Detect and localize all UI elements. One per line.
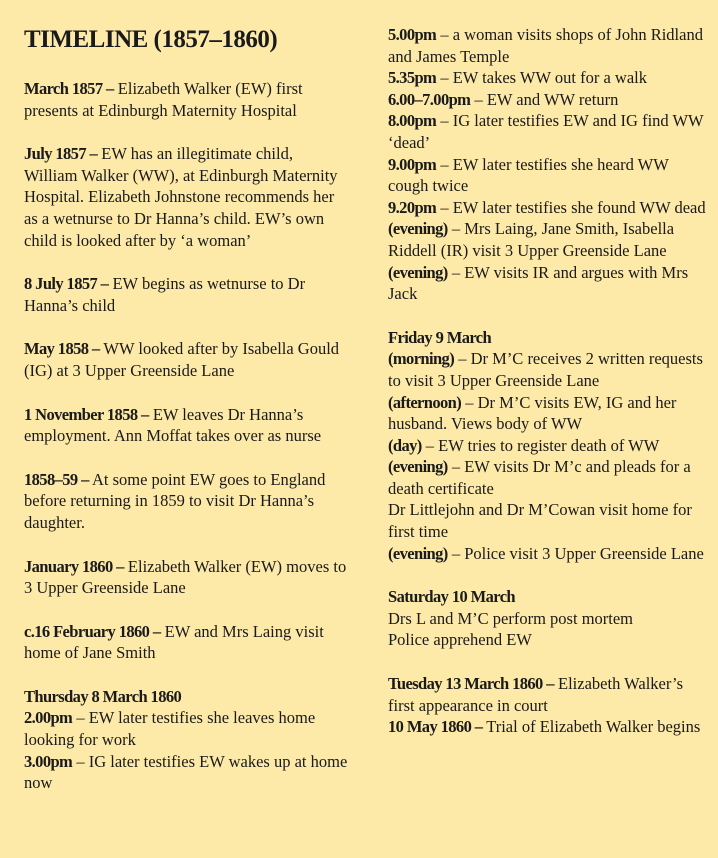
timeline-entry (24, 143, 350, 251)
entry-text: Elizabeth Walker (EW) first presents at Edinburgh Maternity Hospital (24, 79, 303, 120)
entry-text: – IG later testifies EW and IG find WW ‘dead’ (388, 111, 704, 152)
entry-text: – Dr M’C receives 2 written requests to visit 3 Upper Greenside Lane (388, 349, 703, 390)
entry-text: Elizabeth Walker (EW) moves to 3 Upper Greenside Lane (24, 556, 347, 598)
entry-text: EW begins as wetnurse to Dr Hanna’s child (24, 274, 306, 315)
entry-time: (day) (388, 435, 422, 455)
timeline-entry (388, 218, 708, 261)
entry-time: 3.00pm (24, 751, 73, 771)
entry-time: (evening) (388, 543, 448, 563)
timeline-entry: Drs L and M’C perform post mortem (388, 608, 634, 628)
entry-time: 5.00pm (388, 25, 437, 44)
timeline-entry (24, 338, 350, 381)
entry-time: 6.00–7.00pm (388, 89, 471, 109)
entry-time: 5.35pm (388, 68, 437, 88)
entry-text: EW leaves Dr Hanna’s employment. Ann Moffat takes over as nurse (24, 404, 322, 446)
entry-time: (evening) (388, 262, 448, 282)
timeline-entry (388, 154, 708, 197)
entry-text: – EW and WW return (470, 89, 619, 109)
timeline-entry (388, 499, 708, 542)
entry-text: – Dr M’C visits EW, IG and her husband. Views body of WW (388, 392, 677, 434)
timeline-entry (388, 716, 708, 738)
entry-text: EW and Mrs Laing visit home of Jane Smith (24, 621, 324, 663)
timeline-entry (388, 24, 708, 67)
entry-date: c.16 February 1860 – (24, 621, 161, 641)
timeline-entry (388, 435, 708, 457)
spacer (388, 651, 708, 673)
entry-text: Dr Littlejohn and Dr M’Cowan visit home for first time (388, 500, 692, 542)
entry-date: 1 November 1858 – (24, 404, 149, 424)
timeline-entry (24, 273, 350, 316)
entry-text: – EW later testifies she found WW dead (436, 197, 706, 217)
timeline-entry (388, 262, 708, 305)
entry-text: Trial of Elizabeth Walker begins (482, 717, 701, 737)
entry-text: – EW takes WW out for a walk (436, 68, 647, 88)
page-title: TIMELINE (1857–1860) (24, 26, 278, 53)
right-column (388, 24, 708, 738)
entry-text: At some point EW goes to England before returning in 1859 to visit Dr Hanna’s daughter. (24, 469, 326, 532)
spacer (388, 564, 708, 586)
entry-time: 2.00pm (24, 708, 73, 728)
day-heading: Friday 9 March (388, 327, 492, 347)
timeline-entry (24, 751, 350, 794)
entry-text: – EW later testifies she leaves home looking for work (24, 708, 316, 750)
entry-date: Tuesday 13 March 1860 – (388, 674, 554, 694)
entry-text: EW has an illegitimate child, William Walker (WW), at Edinburgh Maternity Hospital. Elizabeth Johnstone recommends her as a wetnurse to Dr Hanna’s child. EW’s own child is looked after by ‘a woman’ (24, 144, 338, 250)
entry-date: 1858–59 – (24, 469, 89, 489)
entry-text: – EW tries to register death of WW (421, 435, 660, 455)
timeline-entry (388, 67, 708, 89)
timeline-entry (388, 197, 708, 219)
entry-text: – EW visits IR and argues with Mrs Jack (388, 262, 689, 304)
entry-text: WW looked after by Isabella Gould (IG) at 3 Upper Greenside Lane (24, 339, 340, 380)
entry-time: (morning) (388, 349, 455, 369)
entry-time: (evening) (388, 219, 448, 239)
day-heading: Thursday 8 March 1860 (24, 686, 182, 706)
timeline-entry (24, 78, 350, 121)
timeline-entry (388, 673, 708, 716)
entry-time: 9.00pm (388, 154, 437, 174)
entry-date: March 1857 – (24, 79, 114, 98)
entry-text: – EW later testifies she heard WW cough twice (388, 154, 669, 196)
timeline-entry (388, 543, 708, 565)
timeline-entry (24, 707, 350, 750)
entry-text: – Police visit 3 Upper Greenside Lane (447, 543, 704, 563)
entry-time: (afternoon) (388, 392, 462, 412)
entry-text: – Mrs Laing, Jane Smith, Isabella Riddell (IR) visit 3 Upper Greenside Lane (388, 219, 675, 260)
left-column (24, 24, 350, 794)
entry-text: Elizabeth Walker’s first appearance in court (388, 674, 683, 715)
entry-time: 8.00pm (388, 111, 437, 131)
day-heading: Saturday 10 March (388, 587, 515, 607)
timeline-entry (24, 469, 350, 534)
timeline-entry (24, 404, 350, 447)
timeline-entry (388, 89, 708, 111)
timeline-entry: Police apprehend EW (388, 630, 532, 650)
entry-text: – IG later testifies EW wakes up at home now (24, 751, 348, 793)
entry-date: July 1857 – (24, 144, 98, 164)
entry-date: 10 May 1860 – (388, 717, 483, 737)
entry-text: – a woman visits shops of John Ridland and James Temple (388, 25, 703, 66)
timeline-entry (388, 348, 708, 391)
timeline-entry (388, 110, 708, 153)
timeline-entry (24, 556, 350, 599)
entry-time: 9.20pm (388, 197, 437, 217)
entry-date: January 1860 – (24, 556, 124, 576)
entry-time: (evening) (388, 457, 448, 477)
timeline-entry (24, 621, 350, 664)
timeline-entry (388, 456, 708, 499)
entry-date: May 1858 – (24, 339, 100, 359)
entry-date: 8 July 1857 – (24, 274, 109, 294)
spacer (388, 305, 708, 327)
entry-text: – EW visits Dr M’c and pleads for a death certificate (388, 457, 691, 498)
timeline-entry (388, 392, 708, 435)
